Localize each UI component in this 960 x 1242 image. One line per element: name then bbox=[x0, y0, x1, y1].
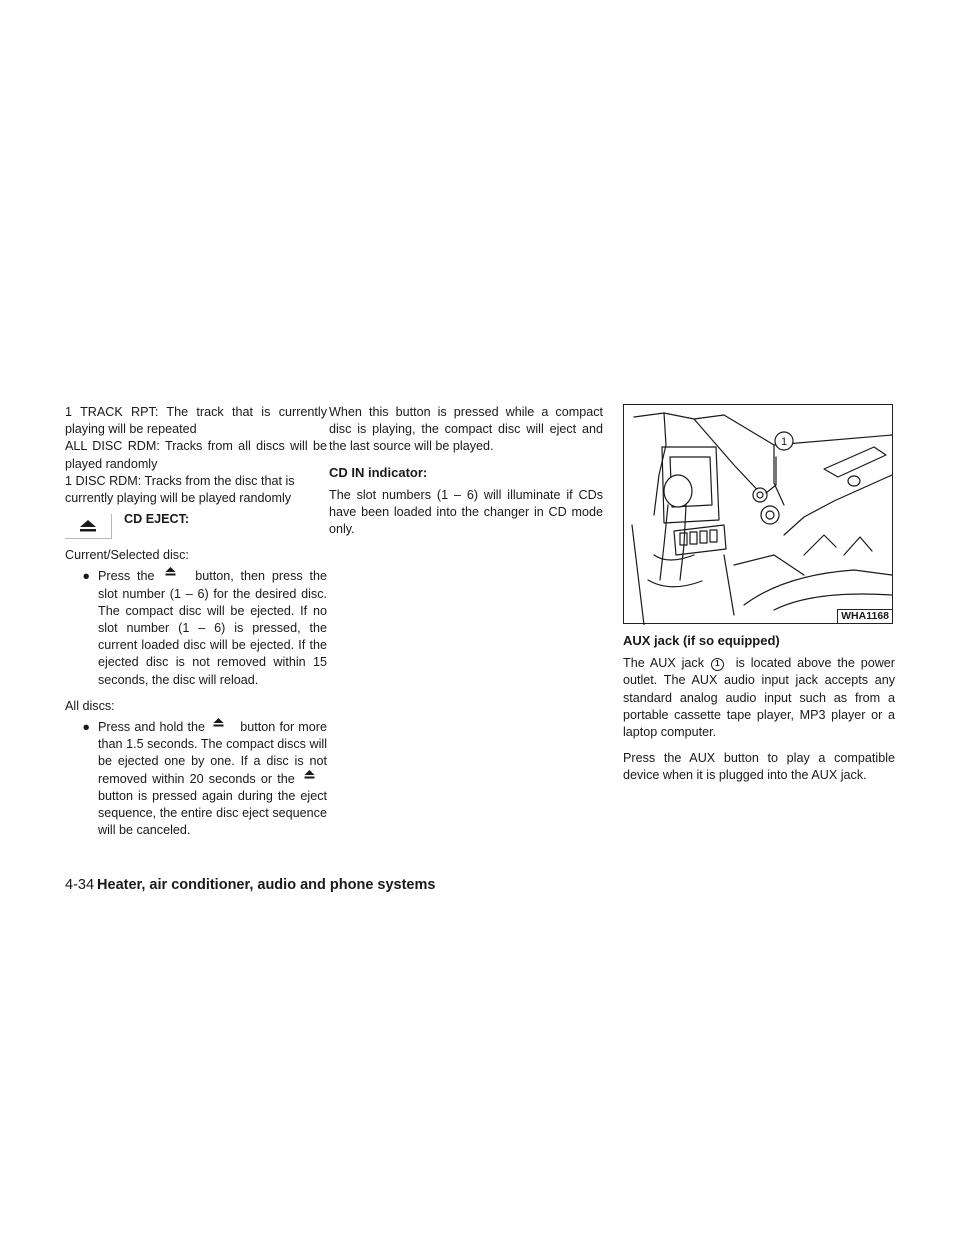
callout-number: 1 bbox=[780, 436, 788, 448]
all-discs-bullet bbox=[65, 719, 327, 839]
console-line-drawing bbox=[624, 405, 894, 625]
aux-text-post: is located above the power outlet. The AUX audio input jack accepts any standard analog audio input such as from a portable cassette tape player, MP3 player or a laptop computer. bbox=[623, 656, 895, 740]
eject-icon bbox=[213, 718, 224, 727]
column-left bbox=[65, 404, 327, 839]
page-footer bbox=[65, 877, 435, 893]
eject-icon bbox=[165, 567, 176, 576]
aux-text-pre: The AUX jack bbox=[623, 656, 705, 671]
all-discs-label: All discs: bbox=[65, 698, 115, 713]
column-right bbox=[623, 404, 895, 785]
cd-in-indicator-paragraph: The slot numbers (1 – 6) will illuminate if CDs have been loaded into the changer in CD mode only. bbox=[329, 487, 603, 537]
bullet-text-post: button is pressed again during the eject sequence, the entire disc eject sequence will be canceled. bbox=[98, 788, 327, 838]
eject-icon bbox=[304, 770, 315, 779]
eject-behavior-paragraph: When this button is pressed while a compact disc is playing, the compact disc will eject and the last source will be played. bbox=[329, 405, 603, 454]
aux-jack-paragraph bbox=[623, 655, 895, 741]
bullet-text-mid: button for more than 1.5 seconds. The compact discs will be ejected one by one. If a disc is not removed within 20 seconds or the bbox=[98, 720, 328, 786]
cd-eject-heading bbox=[65, 514, 327, 539]
current-disc-bullet bbox=[65, 568, 327, 688]
bullet-text-pre: Press the bbox=[98, 569, 155, 584]
aux-jack-heading: AUX jack (if so equipped) bbox=[623, 633, 780, 648]
bullet-dot: ● bbox=[82, 569, 90, 584]
mode-line-all-disc-rdm: ALL DISC RDM: Tracks from all discs will be played randomly bbox=[65, 439, 327, 471]
mode-line-track-rpt: 1 TRACK RPT: The track that is currently playing will be repeated bbox=[65, 405, 327, 437]
bullet-dot: ● bbox=[82, 720, 90, 735]
mode-line-disc-rdm: 1 DISC RDM: Tracks from the disc that is currently playing will be played randomly bbox=[65, 473, 295, 506]
page-number: 4-34 bbox=[65, 877, 95, 893]
section-title: Heater, air conditioner, audio and phone systems bbox=[97, 877, 436, 893]
eject-button-icon-box bbox=[65, 514, 112, 539]
eject-icon bbox=[79, 520, 97, 532]
bullet-text-pre: Press and hold the bbox=[98, 720, 205, 735]
column-middle bbox=[329, 404, 603, 538]
callout-one-icon: 1 bbox=[711, 658, 724, 671]
cd-eject-label: CD EJECT: bbox=[124, 512, 190, 527]
current-disc-label: Current/Selected disc: bbox=[65, 548, 189, 563]
aux-button-paragraph: Press the AUX button to play a compatible device when it is plugged into the AUX jack. bbox=[623, 751, 895, 783]
bullet-text-post: button, then press the slot number (1 – 6) for the desired disc. The compact disc will be ejected. If no slot number (1 – 6) is pressed, the current loaded disc will be ejected. If the ejected disc is not removed within 15 seconds, the disc will reload. bbox=[98, 569, 327, 687]
aux-jack-illustration bbox=[623, 404, 893, 624]
cd-in-indicator-heading: CD IN indicator: bbox=[329, 464, 428, 480]
figure-code: WHA1168 bbox=[837, 609, 892, 623]
